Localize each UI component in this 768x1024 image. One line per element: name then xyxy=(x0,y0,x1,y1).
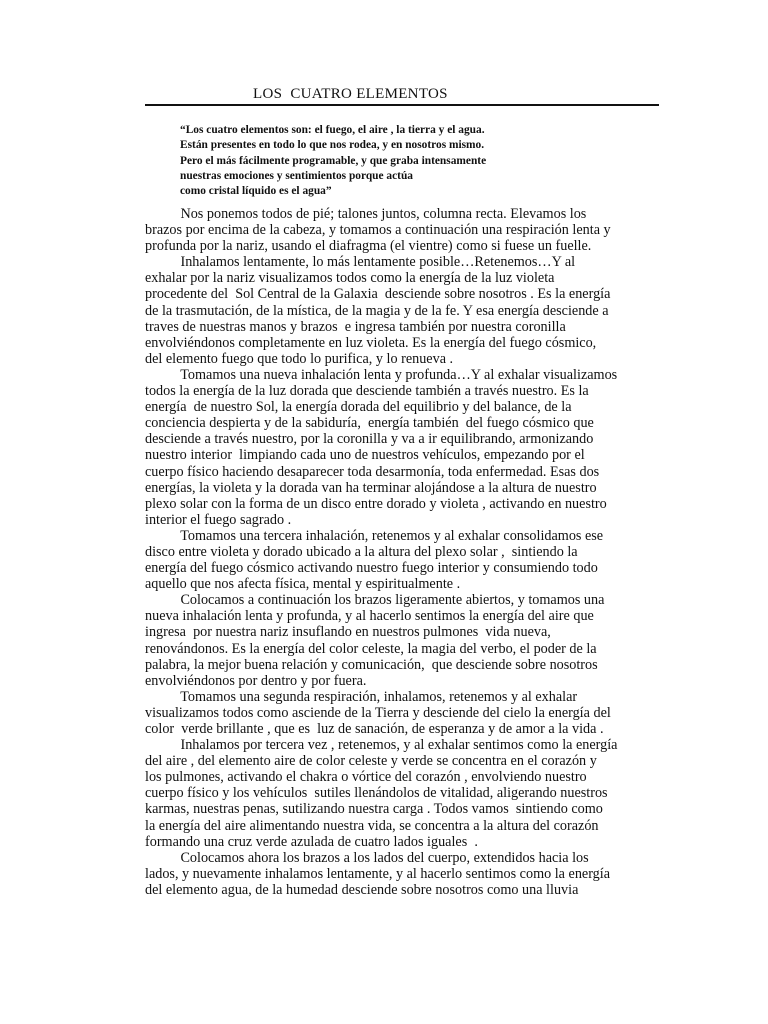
body-line: lados, y nuevamente inhalamos lentamente, y al hacerlo sentimos como la energía xyxy=(145,865,611,882)
body-line: Inhalamos lentamente, lo más lentamente posible…Retenemos…Y al xyxy=(145,254,576,271)
body-line: cuerpo físico haciendo desaparecer toda desarmonía, toda enfermedad. Esas dos xyxy=(145,463,600,480)
body-line: Tomamos una segunda respiración, inhalamos, retenemos y al exhalar xyxy=(145,688,578,705)
body-line: energía del fuego cósmico activando nuestro fuego interior y consumiendo todo xyxy=(145,560,598,577)
body-line: del elemento fuego que todo lo purifica, y lo renueva . xyxy=(145,350,454,367)
body-line: profunda por la nariz, usando el diafragma (el vientre) como si fuese un fuelle. xyxy=(145,238,592,255)
title-divider xyxy=(145,104,659,106)
body-line: la energía del aire alimentando nuestra vida, se concentra a la altura del corazón xyxy=(145,817,599,834)
body-line: envolviéndonos por dentro y por fuera. xyxy=(145,672,367,689)
body-line: color verde brillante , que es luz de sanación, de esperanza y de amor a la vida . xyxy=(145,721,604,737)
body-line: nuestro interior limpiando cada uno de nuestros vehículos, empezando por el xyxy=(145,447,585,464)
body-line: procedente del Sol Central de la Galaxia desciende sobre nosotros . Es la energía xyxy=(145,286,611,303)
body-line: Tomamos una tercera inhalación, retenemos y al exhalar consolidamos ese xyxy=(145,527,604,544)
body-line: aquello que nos afecta física, mental y espiritualmente . xyxy=(145,576,461,593)
body-line: de la trasmutación, de la mística, de la magia y de la fe. Y esa energía desciende a xyxy=(145,302,609,319)
body-line: exhalar por la nariz visualizamos todos como la energía de la luz violeta xyxy=(145,270,555,287)
body-line: disco entre violeta y dorado ubicado a la altura del plexo solar , sintiendo la xyxy=(145,543,578,560)
page-title: LOS CUATRO ELEMENTOS xyxy=(253,86,448,102)
body-line: brazos por encima de la cabeza, y tomamos a continuación una respiración lenta y xyxy=(145,222,611,239)
body-line: conciencia despierta y de la sabiduría, energía también del fuego cósmico que xyxy=(145,415,594,432)
body-text xyxy=(145,206,665,898)
body-line: todos la energía de la luz dorada que desciende también a través nuestro. Es la xyxy=(145,383,589,400)
body-line: interior el fuego sagrado . xyxy=(145,511,292,528)
epigraph-line: Están presentes en todo lo que nos rodea, y en nosotros mismo. xyxy=(180,139,485,152)
body-line: Colocamos a continuación los brazos ligeramente abiertos, y tomamos una xyxy=(145,592,605,609)
epigraph-line: “Los cuatro elementos son: el fuego, el aire , la tierra y el agua. xyxy=(180,124,485,136)
body-line: ingresa por nuestra nariz insuflando en nuestros pulmones vida nueva, xyxy=(145,624,551,641)
body-line: cuerpo físico y los vehículos sutiles llenándolos de vitalidad, aligerando nuestros xyxy=(145,785,608,802)
body-line: los pulmones, activando el chakra o vórtice del corazón , envolviendo nuestro xyxy=(145,769,587,786)
body-line: nueva inhalación lenta y profunda, y al hacerlo sentimos la energía del aire que xyxy=(145,608,594,625)
epigraph-line: Pero el más fácilmente programable, y que graba intensamente xyxy=(180,154,487,167)
body-line: karmas, nuestras penas, sutilizando nuestra carga . Todos vamos sintiendo como xyxy=(145,801,603,818)
body-line: renovándonos. Es la energía del color celeste, la magia del verbo, el poder de la xyxy=(145,640,597,657)
body-line: visualizamos todos como asciende de la Tierra y desciende del cielo la energía del xyxy=(145,704,611,721)
body-line: traves de nuestras manos y brazos e ingresa también por nuestra coronilla xyxy=(145,318,566,335)
body-line: formando una cruz verde azulada de cuatro lados iguales . xyxy=(145,833,478,850)
body-line: energías, la violeta y la dorada van ha terminar alojándose a la altura de nuestro xyxy=(145,479,597,496)
body-line: energía de nuestro Sol, la energía dorada del equilibrio y del balance, de la xyxy=(145,399,572,416)
body-line: Nos ponemos todos de pié; talones juntos, columna recta. Elevamos los xyxy=(145,206,587,222)
body-line: desciende a través nuestro, por la coronilla y va a ir equilibrando, armonizando xyxy=(145,431,594,448)
body-line: del aire , del elemento aire de color celeste y verde se concentra en el corazón y xyxy=(145,753,597,770)
epigraph-line: nuestras emociones y sentimientos porque actúa xyxy=(180,169,413,182)
body-line: Tomamos una nueva inhalación lenta y profunda…Y al exhalar visualizamos xyxy=(145,366,618,383)
body-line: palabra, la mejor buena relación y comunicación, que desciende sobre nosotros xyxy=(145,656,598,673)
body-line: del elemento agua, de la humedad desciende sobre nosotros como una lluvia xyxy=(145,881,579,898)
body-line: Inhalamos por tercera vez , retenemos, y al exhalar sentimos como la energía xyxy=(145,737,618,754)
epigraph-line: como cristal líquido es el agua” xyxy=(180,185,332,198)
epigraph-quote xyxy=(180,123,580,199)
body-line: envolviéndonos completamente en luz violeta. Es la energía del fuego cósmico, xyxy=(145,334,597,351)
body-line: plexo solar con la forma de un disco entre dorado y violeta , activando en nuestro xyxy=(145,495,607,512)
body-line: Colocamos ahora los brazos a los lados del cuerpo, extendidos hacia los xyxy=(145,849,589,866)
